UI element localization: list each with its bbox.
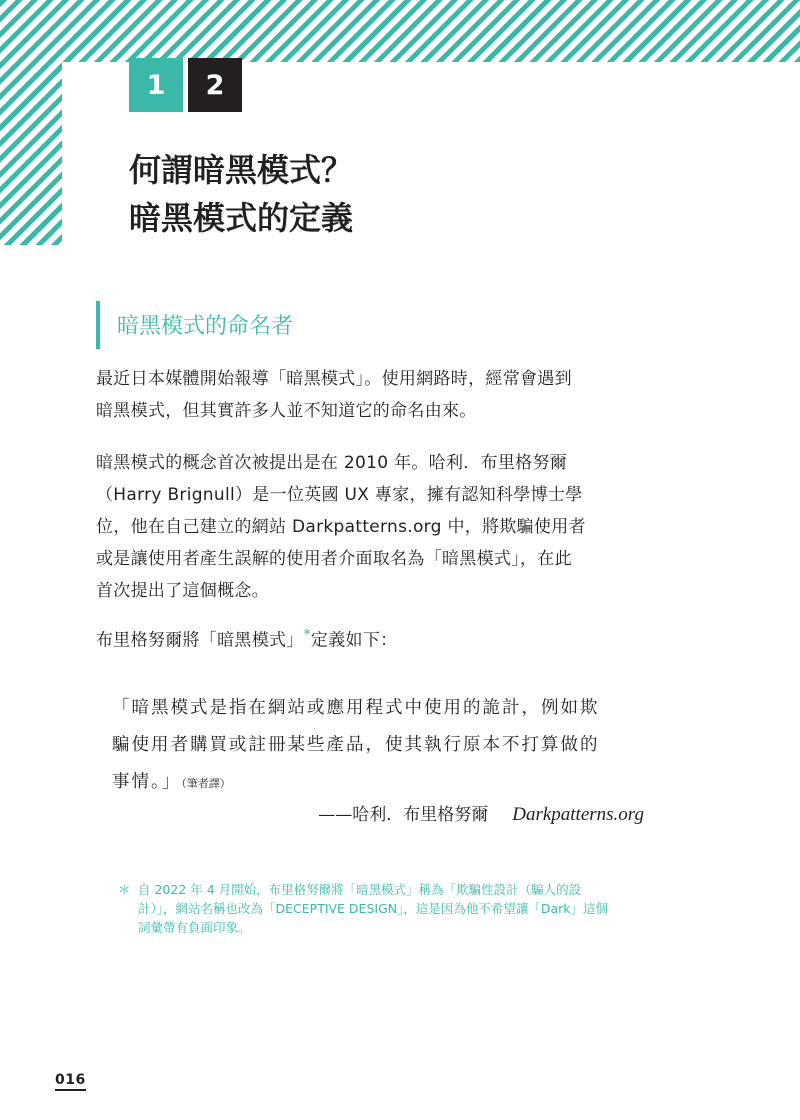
page-number: 016 [55, 1072, 86, 1091]
paragraph-1 [96, 363, 572, 427]
paragraph-2 [96, 447, 586, 607]
paragraph-line: 最近日本媒體開始報導「暗黑模式」。使用網路時，經常會遇到 [96, 369, 572, 389]
footnote-line: 詞彙帶有負面印象。 [138, 920, 251, 935]
footnote-line: 計）」，網站名稱也改為「DECEPTIVE DESIGN」，這是因為他不希望讓「Dark」這個 [138, 901, 609, 916]
page-margin [0, 245, 62, 1120]
paragraph-text: 布里格努爾將「暗黑模式」 [96, 630, 304, 651]
footnote-marker: ＊ [118, 882, 131, 897]
paragraph-line: （Harry Brignull）是一位英國 UX 專家，擁有認知科學博士學 [96, 485, 583, 505]
paragraph-line [96, 619, 397, 657]
definition-quote [112, 690, 600, 802]
translator-note: （筆者譯） [181, 777, 231, 790]
section-heading-bar [96, 301, 100, 349]
attribution-name: ——哈利．布里格努爾 [318, 805, 489, 825]
chapter-number-part-2: 2 [188, 58, 242, 112]
paragraph-line: 暗黑模式的概念首次被提出是在 2010 年。哈利．布里格努爾 [96, 453, 568, 473]
paragraph-text: 定義如下： [310, 630, 398, 651]
section-heading: 暗黑模式的命名者 [117, 314, 294, 339]
quote-attribution [318, 800, 644, 826]
chapter-number-part-1: 1 [129, 58, 183, 112]
footnote-marker: * [303, 627, 311, 643]
quote-line: 「暗黑模式是指在網站或應用程式中使用的詭計，例如欺 [112, 698, 600, 718]
quote-line [112, 764, 600, 802]
chapter-title-line: 何謂暗黑模式？ [129, 151, 354, 189]
paragraph-line: 暗黑模式，但其實許多人並不知道它的命名由來。 [96, 401, 477, 421]
quote-line: 騙使用者購買或註冊某些產品，使其執行原本不打算做的 [112, 735, 600, 755]
chapter-title-line: 暗黑模式的定義 [129, 199, 354, 237]
attribution-site: Darkpatterns.org [512, 804, 644, 825]
paragraph-3 [96, 619, 397, 657]
paragraph-line: 或是讓使用者產生誤解的使用者介面取名為「暗黑模式」，在此 [96, 549, 572, 569]
quote-text: 事情。」 [112, 772, 182, 792]
paragraph-line: 位，他在自己建立的網站 Darkpatterns.org 中，將欺騙使用者 [96, 517, 586, 537]
footnote-line: 自 2022 年 4 月開始，布里格努爾將「暗黑模式」稱為「欺騙性設計（騙人的設 [138, 882, 582, 897]
footnote-text [118, 880, 678, 937]
footnote [118, 880, 678, 937]
paragraph-line: 首次提出了這個概念。 [96, 581, 269, 601]
chapter-title [129, 146, 353, 242]
